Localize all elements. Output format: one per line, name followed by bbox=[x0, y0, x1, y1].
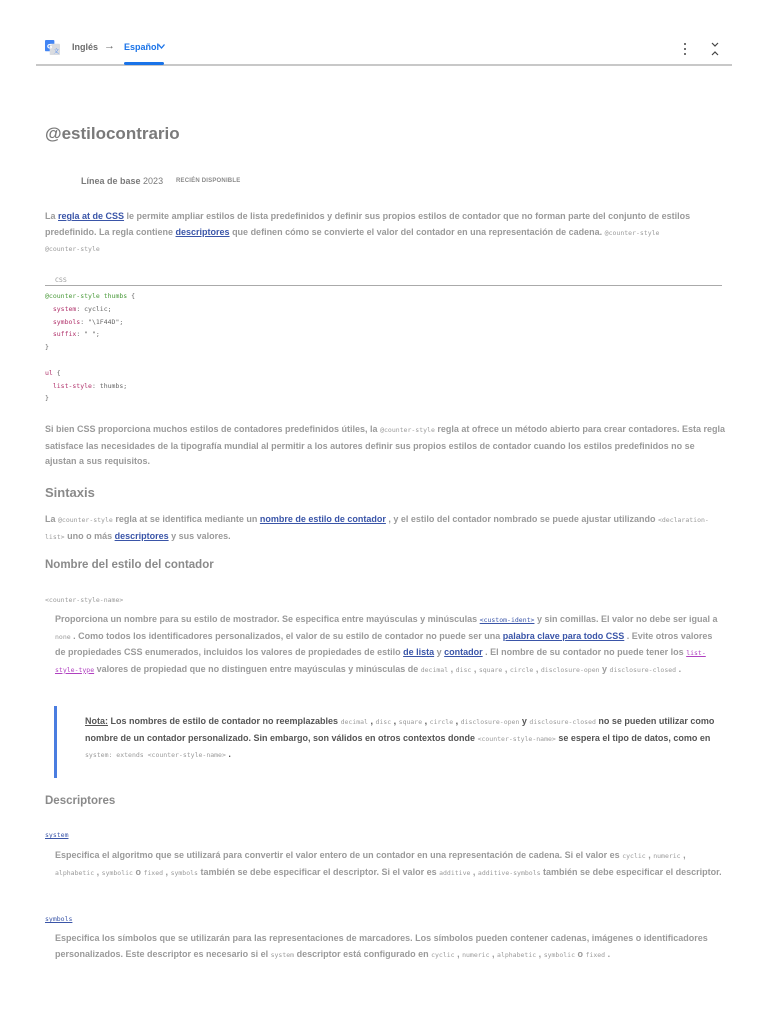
css-wide-keyword-link[interactable]: palabra clave para todo CSS bbox=[502, 630, 625, 641]
counter-name-term: <counter-style-name> bbox=[45, 596, 124, 604]
intro-paragraph: La regla at de CSS le permite ampliar estilos de lista predefinidos y definir sus propios estilos de contador que no forman parte del conjunto de estilos predefinido. La regla contiene descriptores que definen cómo se convierte el valor del contador en una representación de cadena. @counter-style @counter-style bbox=[45, 211, 691, 253]
code-language-label: CSS bbox=[55, 276, 67, 284]
system-descriptor-link[interactable]: system bbox=[45, 831, 69, 839]
more-options-icon[interactable] bbox=[680, 42, 690, 56]
syntax-heading: Sintaxis bbox=[45, 485, 95, 500]
source-language[interactable]: Inglés bbox=[72, 42, 99, 52]
baseline-label: Línea de base 2023 bbox=[81, 176, 164, 186]
descriptors-link[interactable]: descriptores bbox=[114, 530, 169, 541]
list-style-link[interactable]: de lista bbox=[403, 647, 435, 657]
at-rule-link[interactable]: regla at de CSS bbox=[58, 211, 125, 221]
chevron-down-icon[interactable] bbox=[158, 44, 165, 49]
counter-name-heading: Nombre del estilo del contador bbox=[45, 559, 214, 571]
collapse-icon[interactable] bbox=[710, 42, 720, 56]
active-language-indicator bbox=[124, 62, 164, 65]
target-language[interactable]: Español bbox=[124, 42, 160, 52]
svg-text:文: 文 bbox=[53, 49, 60, 55]
page-title: @estilocontrario bbox=[45, 124, 180, 143]
counter-name-description: Proporciona un nombre para su estilo de mostrador. Se especifica entre mayúsculas y minúsculas <custom-ident> y sin comillas. El valor no debe ser igual a none . Como todos los identificadores personalizados, el valor de su estilo de contador no puede ser una palabra clave para todo CSS . Evite otros valores de propiedades CSS enumerados, incluidos los valores de propiedades de estilo de lista y contador . El nombre de su contador no puede tener los list-style-type valores de propiedad que no distinguen entre mayúsculas y minúsculas de decimal , disc , square , circle , disclosure-open y disclosure-closed . bbox=[55, 614, 718, 674]
arrow-right-icon: → bbox=[104, 40, 115, 52]
google-translate-icon bbox=[45, 40, 60, 55]
note-callout bbox=[54, 706, 725, 778]
description-paragraph: Si bien CSS proporciona muchos estilos de contadores predefinidos útiles, la @counter-style regla at ofrece un método abierto para crear contadores. Esta regla satisface las necesidades de la tipografía mundial al permitir a los autores definir sus propios estilos de contador cuando los estilos predefinidos no se ajustan a sus requisitos. bbox=[45, 424, 725, 466]
translate-bar bbox=[36, 30, 732, 66]
symbols-descriptor-description: Especifica los símbolos que se utilizarán para las representaciones de marcadores. Los símbolos pueden contener cadenas, imágenes o identificadores personalizados. Este descriptor es necesario si el system descriptor está configurado en cyclic , numeric , alphabetic , symbolic o fixed . bbox=[55, 933, 708, 959]
svg-text:G: G bbox=[46, 42, 53, 51]
note-label: Nota: bbox=[85, 716, 108, 726]
counter-link[interactable]: contador bbox=[444, 647, 483, 657]
syntax-paragraph: La @counter-style regla at se identifica mediante un nombre de estilo de contador , y el estilo del contador nombrado se puede ajustar utilizando <declaration-list> uno o más descriptores y sus valores. bbox=[45, 514, 709, 541]
descriptors-heading: Descriptores bbox=[45, 795, 116, 807]
status-badge: RECIÉN DISPONIBLE bbox=[176, 178, 241, 184]
symbols-descriptor-link[interactable]: symbols bbox=[45, 915, 73, 923]
code-example: @counter-style thumbs { system: cyclic; symbols: "\1F44D"; suffix: " "; } ul { list-style: thumbs; } bbox=[45, 285, 722, 415]
note-text: Nota: Los nombres de estilo de contador no reemplazables decimal , disc , square , circle , disclosure-open y disclosure-closed no se pueden utilizar como nombre de un contador personalizado. Sin embargo, son válidos en otros contextos donde <counter-style-name> se espera el tipo de datos, como en system: extends <counter-style-name> . bbox=[85, 716, 715, 759]
descriptors-link[interactable]: descriptores bbox=[175, 226, 230, 237]
system-descriptor-description: Especifica el algoritmo que se utilizará para convertir el valor entero de un contador en una representación de cadena. Si el valor es cyclic , numeric , alphabetic , symbolic o fixed , symbols también se debe especificar el descriptor. Si el valor es additive , additive-symbols también se debe especificar el descriptor. bbox=[55, 850, 722, 877]
counter-style-name-link[interactable]: nombre de estilo de contador bbox=[259, 514, 386, 524]
